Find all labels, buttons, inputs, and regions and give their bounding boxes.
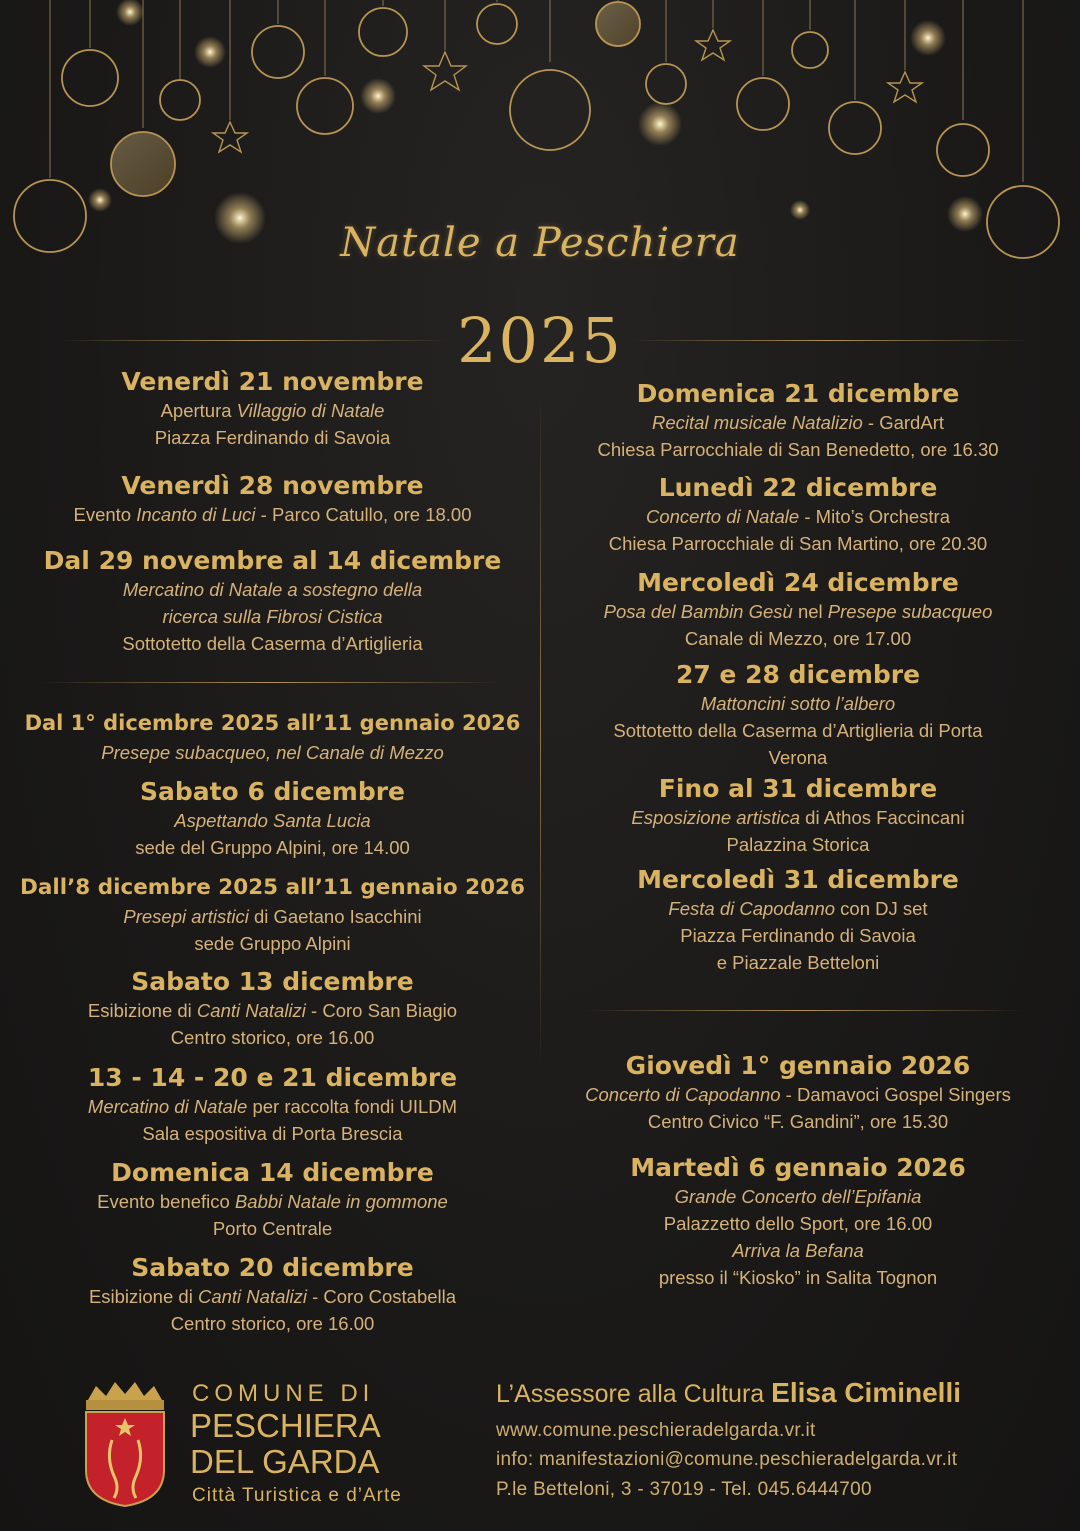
event-detail-text: - Mito’s Orchestra bbox=[799, 506, 950, 527]
event-detail-italic-text: Recital musicale Natalizio bbox=[652, 412, 863, 433]
poster-year: 2025 bbox=[457, 304, 623, 377]
event-detail-line bbox=[548, 530, 1048, 557]
event-block bbox=[20, 872, 525, 957]
event-detail-line bbox=[548, 949, 1048, 976]
event-block bbox=[20, 1062, 525, 1147]
event-detail-line bbox=[20, 501, 525, 528]
event-detail-italic-text: Presepe subacqueo bbox=[101, 742, 266, 763]
event-detail-italic-text: Mattoncini sotto l’albero bbox=[700, 693, 896, 714]
assessore-name: Elisa Ciminelli bbox=[771, 1377, 962, 1408]
event-block bbox=[548, 864, 1048, 976]
event-detail-text: Esibizione di bbox=[88, 1286, 198, 1307]
event-detail-text: Evento bbox=[73, 504, 137, 525]
event-detail-line bbox=[20, 1024, 525, 1051]
event-detail-italic-text: Presepi artistici bbox=[123, 906, 249, 927]
event-date: Lunedì 22 dicembre bbox=[658, 473, 938, 502]
event-detail-text: - Parco Catullo, ore 18.00 bbox=[255, 504, 472, 525]
event-detail-text: e Piazzale Betteloni bbox=[716, 952, 880, 973]
event-block bbox=[548, 378, 1048, 463]
event-detail-text: - Coro Costabella bbox=[306, 1286, 457, 1307]
event-detail-line bbox=[548, 1081, 1048, 1108]
event-detail-line bbox=[20, 997, 525, 1024]
divider-title-right bbox=[630, 340, 1030, 341]
event-detail-text: Piazza Ferdinando di Savoia bbox=[154, 427, 391, 448]
website-link[interactable]: www.comune.peschieradelgarda.vr.it bbox=[496, 1420, 816, 1441]
event-detail-line bbox=[548, 1108, 1048, 1135]
comune-name-line2: DEL GARDA bbox=[190, 1443, 380, 1480]
event-detail-italic-text: Mercatino di Natale bbox=[87, 1096, 248, 1117]
address-phone: P.le Betteloni, 3 - 37019 - Tel. 045.6444700 bbox=[496, 1479, 872, 1500]
event-detail-text: di Gaetano Isacchini bbox=[248, 906, 422, 927]
event-detail-text: nel bbox=[792, 601, 828, 622]
event-block bbox=[548, 567, 1048, 652]
comune-subtitle: Città Turistica e d’Arte bbox=[192, 1485, 402, 1506]
event-date: Fino al 31 dicembre bbox=[658, 774, 938, 803]
event-date: Dall’8 dicembre 2025 all’11 gennaio 2026 bbox=[20, 875, 525, 900]
event-detail-line bbox=[20, 1188, 525, 1215]
event-detail-line bbox=[548, 804, 1048, 831]
event-detail-italic-text: Babbi Natale in gommone bbox=[234, 1191, 448, 1212]
event-detail-italic-text: Esposizione artistica bbox=[631, 807, 801, 828]
event-detail-text: Verona bbox=[768, 747, 828, 768]
event-date: Sabato 6 dicembre bbox=[139, 777, 406, 806]
event-detail-text: Centro storico, ore 16.00 bbox=[170, 1027, 375, 1048]
event-detail-line bbox=[548, 1237, 1048, 1264]
event-detail-text: Apertura bbox=[160, 400, 237, 421]
event-date: Mercoledì 31 dicembre bbox=[637, 865, 959, 894]
event-date: Dal 1° dicembre 2025 all’11 gennaio 2026 bbox=[24, 711, 521, 735]
event-detail-text: Chiesa Parrocchiale di San Martino, ore 20.30 bbox=[608, 533, 988, 554]
event-detail-line bbox=[20, 739, 525, 766]
event-detail-text: - GardArt bbox=[862, 412, 944, 433]
event-block bbox=[20, 1252, 525, 1337]
event-detail-italic-text: Presepe subacqueo bbox=[827, 601, 993, 622]
divider-right-section bbox=[585, 1010, 1025, 1011]
event-detail-text: Palazzetto dello Sport, ore 16.00 bbox=[663, 1213, 933, 1234]
event-detail-line bbox=[20, 1093, 525, 1120]
event-date: Domenica 14 dicembre bbox=[111, 1158, 434, 1187]
event-detail-line bbox=[548, 598, 1048, 625]
assessore-credit bbox=[496, 1376, 961, 1411]
event-detail-text: presso il “Kiosko” in Salita Tognon bbox=[658, 1267, 938, 1288]
comune-coat-of-arms-logo bbox=[82, 1378, 168, 1508]
event-detail-text: Sottotetto della Caserma d’Artiglieria bbox=[122, 633, 423, 654]
event-date: Venerdì 21 novembre bbox=[121, 367, 424, 396]
event-detail-line bbox=[20, 1310, 525, 1337]
event-detail-text: Piazza Ferdinando di Savoia bbox=[680, 925, 916, 946]
event-block bbox=[20, 966, 525, 1051]
divider-vertical bbox=[540, 392, 541, 1072]
event-detail-italic-text: Canti Natalizi bbox=[197, 1286, 307, 1307]
event-date: Mercoledì 24 dicembre bbox=[637, 568, 959, 597]
event-detail-text: di Athos Faccincani bbox=[800, 807, 965, 828]
event-detail-line bbox=[20, 903, 525, 930]
event-detail-italic-text: Concerto di Natale bbox=[645, 506, 800, 527]
event-block bbox=[20, 1157, 525, 1242]
event-detail-line bbox=[548, 503, 1048, 530]
event-detail-italic-text: , nel Canale di Mezzo bbox=[265, 742, 444, 763]
event-detail-line bbox=[548, 717, 1048, 744]
event-detail-italic-text: Canti Natalizi bbox=[196, 1000, 306, 1021]
event-date: Dal 29 novembre al 14 dicembre bbox=[43, 546, 502, 575]
event-block bbox=[20, 366, 525, 451]
event-date: 13 - 14 - 20 e 21 dicembre bbox=[87, 1063, 458, 1092]
event-date: Venerdì 28 novembre bbox=[121, 471, 424, 500]
comune-name-line1: PESCHIERA bbox=[190, 1407, 381, 1444]
event-block bbox=[20, 545, 525, 657]
event-detail-line bbox=[548, 1183, 1048, 1210]
event-detail-text: - Damavoci Gospel Singers bbox=[780, 1084, 1011, 1105]
poster-title: Natale a Peschiera bbox=[340, 220, 740, 266]
event-detail-line bbox=[548, 409, 1048, 436]
event-detail-line bbox=[548, 436, 1048, 463]
event-detail-italic-text: ricerca sulla Fibrosi Cistica bbox=[162, 606, 383, 627]
event-detail-text: Centro storico, ore 16.00 bbox=[170, 1313, 375, 1334]
event-detail-text: Chiesa Parrocchiale di San Benedetto, ore 16.30 bbox=[597, 439, 999, 460]
email-contact[interactable]: info: manifestazioni@comune.peschieradelgarda.vr.it bbox=[496, 1449, 958, 1470]
event-block bbox=[20, 776, 525, 861]
event-detail-line bbox=[20, 424, 525, 451]
event-detail-line bbox=[20, 1120, 525, 1147]
event-detail-line bbox=[20, 834, 525, 861]
event-detail-italic-text: Mercatino di Natale a sostegno della bbox=[122, 579, 423, 600]
divider-left-section bbox=[40, 682, 500, 683]
event-detail-text: Centro Civico “F. Gandini”, ore 15.30 bbox=[647, 1111, 949, 1132]
event-date: Domenica 21 dicembre bbox=[636, 379, 960, 408]
event-detail-line bbox=[20, 603, 525, 630]
event-detail-line bbox=[20, 930, 525, 957]
event-detail-text: Canale di Mezzo, ore 17.00 bbox=[684, 628, 912, 649]
event-detail-line bbox=[20, 1283, 525, 1310]
event-detail-text: - Coro San Biagio bbox=[305, 1000, 458, 1021]
event-block bbox=[548, 1152, 1048, 1291]
event-detail-text: Sala espositiva di Porta Brescia bbox=[142, 1123, 403, 1144]
event-detail-text: Porto Centrale bbox=[212, 1218, 333, 1239]
event-detail-line bbox=[548, 744, 1048, 771]
event-detail-line bbox=[20, 1215, 525, 1242]
event-detail-italic-text: Concerto di Capodanno bbox=[585, 1084, 781, 1105]
event-detail-line bbox=[20, 807, 525, 834]
event-detail-text: Palazzina Storica bbox=[726, 834, 870, 855]
event-block bbox=[548, 472, 1048, 557]
event-detail-text: Evento benefico bbox=[97, 1191, 235, 1212]
event-detail-italic-text: Arriva la Befana bbox=[732, 1240, 864, 1261]
assessore-prefix: L’Assessore alla Cultura bbox=[496, 1380, 765, 1408]
event-detail-italic-text: Grande Concerto dell’Epifania bbox=[674, 1186, 922, 1207]
event-date: Giovedì 1° gennaio 2026 bbox=[625, 1051, 971, 1080]
event-detail-line bbox=[548, 625, 1048, 652]
event-detail-line bbox=[548, 922, 1048, 949]
event-date: 27 e 28 dicembre bbox=[675, 660, 921, 689]
event-detail-text: Esibizione di bbox=[87, 1000, 197, 1021]
event-block bbox=[20, 470, 525, 528]
event-detail-line bbox=[20, 576, 525, 603]
event-detail-line bbox=[548, 831, 1048, 858]
event-detail-text: sede del Gruppo Alpini, ore 14.00 bbox=[135, 837, 410, 858]
event-block bbox=[548, 773, 1048, 858]
event-detail-text: sede Gruppo Alpini bbox=[194, 933, 351, 954]
event-detail-line bbox=[548, 690, 1048, 717]
event-detail-line bbox=[548, 1210, 1048, 1237]
event-detail-italic-text: Festa di Capodanno bbox=[668, 898, 836, 919]
event-detail-line bbox=[548, 895, 1048, 922]
event-date: Martedì 6 gennaio 2026 bbox=[630, 1153, 966, 1182]
event-detail-italic-text: Posa del Bambin Gesù bbox=[603, 601, 793, 622]
comune-label: COMUNE DI bbox=[192, 1380, 375, 1407]
event-block bbox=[20, 708, 525, 766]
event-date: Sabato 20 dicembre bbox=[131, 1253, 414, 1282]
event-detail-text: per raccolta fondi UILDM bbox=[247, 1096, 458, 1117]
event-detail-italic-text: Villaggio di Natale bbox=[236, 400, 385, 421]
event-detail-italic-text: Incanto di Luci bbox=[136, 504, 256, 525]
event-block bbox=[548, 1050, 1048, 1135]
event-detail-text: con DJ set bbox=[835, 898, 928, 919]
event-detail-line bbox=[20, 397, 525, 424]
event-detail-italic-text: Aspettando Santa Lucia bbox=[174, 810, 371, 831]
event-block bbox=[548, 659, 1048, 771]
event-date: Sabato 13 dicembre bbox=[131, 967, 414, 996]
event-detail-line bbox=[548, 1264, 1048, 1291]
event-detail-text: Sottotetto della Caserma d’Artiglieria di Porta bbox=[613, 720, 983, 741]
divider-title-left bbox=[60, 340, 450, 341]
event-detail-line bbox=[20, 630, 525, 657]
